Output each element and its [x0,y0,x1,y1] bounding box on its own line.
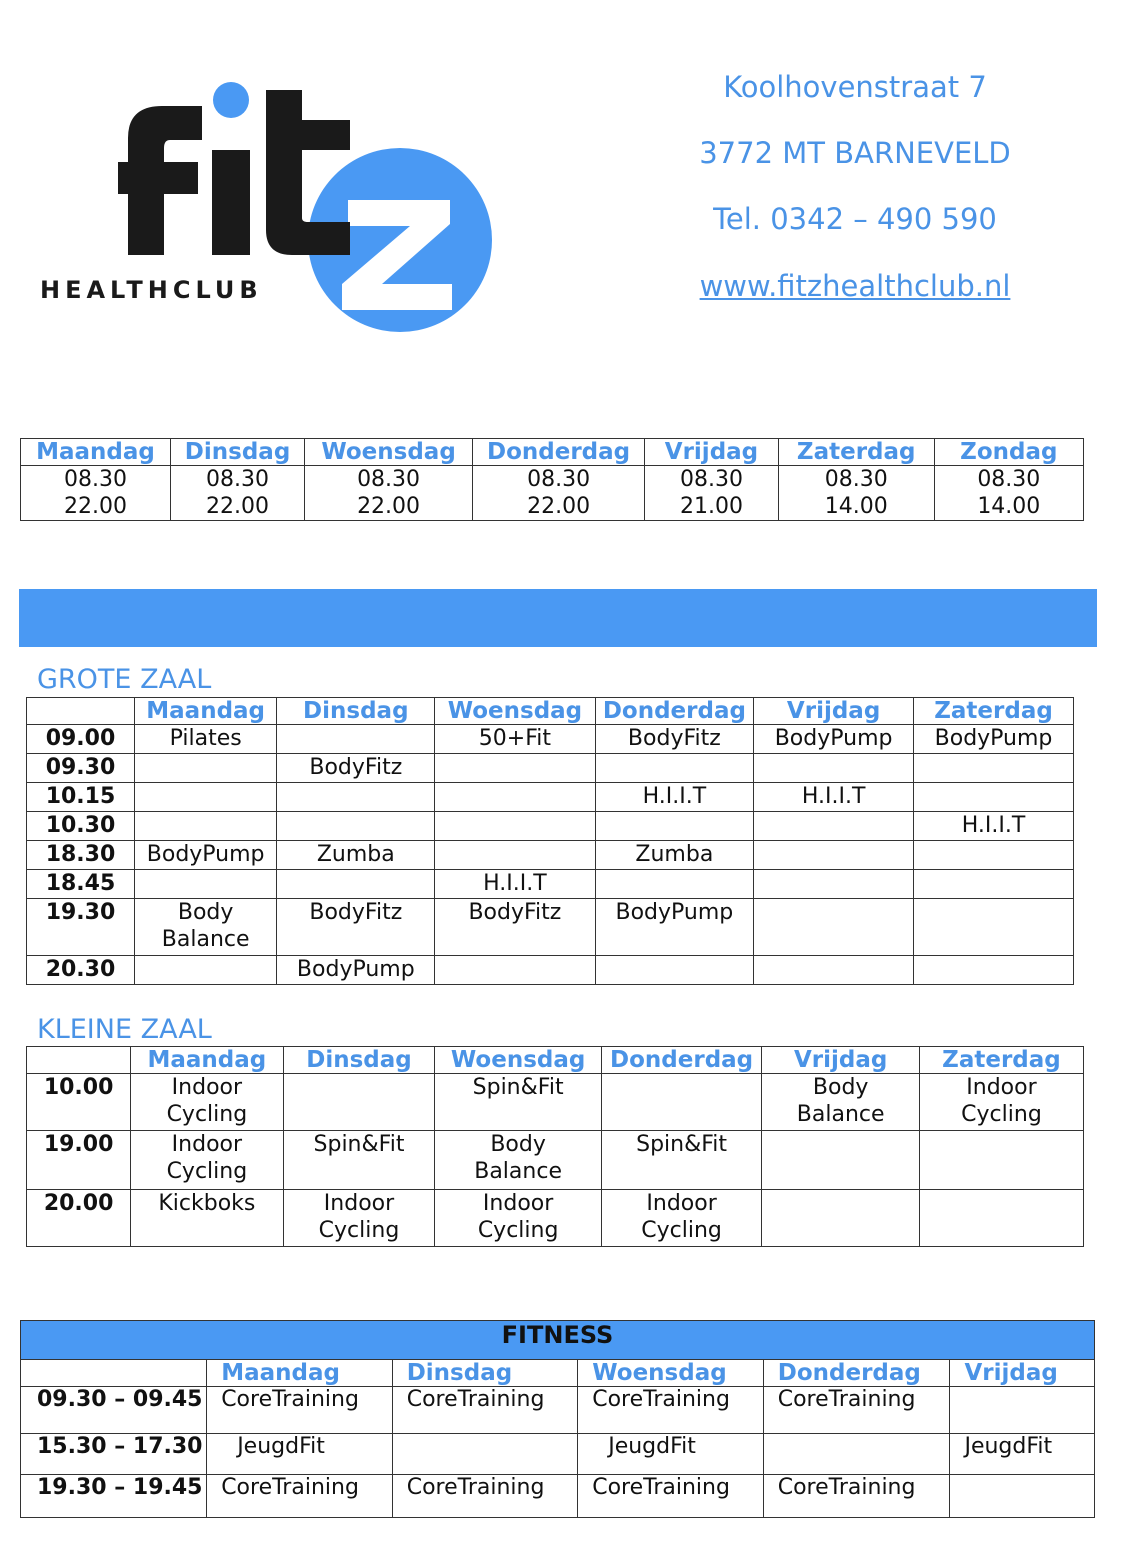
day-header: Donderdag [601,1047,762,1074]
class-cell [919,1131,1083,1190]
class-cell [762,1131,920,1190]
schedule-row [27,1074,1084,1131]
class-name: Indoor [171,1075,243,1100]
class-name: Spin&Fit [636,1132,728,1157]
class-cell [277,899,435,956]
class-cell [595,812,754,841]
class-cell [595,754,754,783]
day-header: Maandag [131,1047,283,1074]
time-cell: 09.30 [27,754,135,783]
class-name: Cycling [166,1102,248,1127]
day-header: Vrijdag [754,698,914,725]
class-cell [762,1190,920,1247]
close-time: 21.00 [679,494,743,519]
class-name: BodyFitz [627,726,721,751]
class-cell [435,783,595,812]
time-cell: 10.15 [27,783,135,812]
class-name: Body [812,1075,869,1100]
day-header: Woensdag [305,439,473,466]
schedule-row [27,725,1074,754]
open-time: 08.30 [824,467,888,492]
class-name: Zumba [635,842,714,867]
class-cell [435,841,595,870]
open-time: 08.30 [527,467,591,492]
class-cell: CoreTraining [392,1475,578,1518]
class-cell [919,1074,1083,1131]
day-header: Maandag [21,439,171,466]
class-name: Kickboks [158,1191,256,1216]
class-name: Cycling [318,1218,400,1243]
opening-time [934,466,1083,521]
day-header: Woensdag [435,698,595,725]
time-cell: 18.30 [27,841,135,870]
class-cell [277,956,435,985]
open-time: 08.30 [357,467,421,492]
fitz-logo [30,70,500,340]
class-cell [435,1190,601,1247]
city-address: 3772 MT BARNEVELD [699,136,1011,170]
schedule-row [27,1190,1084,1247]
class-cell [914,870,1074,899]
class-cell [131,1131,283,1190]
class-name: BodyFitz [309,755,403,780]
class-cell: JeugdFit [950,1434,1095,1475]
class-name: Indoor [646,1191,717,1216]
class-cell [435,956,595,985]
class-name: Zumba [316,842,395,867]
time-cell: 09.00 [27,725,135,754]
class-cell [914,812,1074,841]
kleine-zaal-schedule [26,1046,1084,1247]
day-header: Donderdag [595,698,754,725]
class-name: Indoor [171,1132,243,1157]
class-cell [277,812,435,841]
day-header: Maandag [207,1360,393,1387]
class-name: Spin&Fit [472,1075,564,1100]
day-header: Zaterdag [778,439,934,466]
opening-time [778,466,934,521]
class-cell [950,1387,1095,1434]
schedule-row [27,783,1074,812]
schedule-row [21,1387,1095,1434]
class-cell [601,1131,762,1190]
close-time: 14.00 [824,494,888,519]
class-cell [435,754,595,783]
day-header: Donderdag [763,1360,950,1387]
day-header: Woensdag [435,1047,601,1074]
class-cell: CoreTraining [763,1475,950,1518]
class-name: H.I.I.T [801,784,866,809]
class-cell [595,841,754,870]
close-time: 22.00 [64,494,127,519]
class-cell [914,841,1074,870]
class-name: Balance [474,1159,562,1184]
class-cell [754,841,914,870]
class-cell [277,870,435,899]
class-name: H.I.I.T [961,813,1026,838]
opening-time [171,466,305,521]
class-cell [762,1074,920,1131]
time-cell: 20.30 [27,956,135,985]
class-cell: CoreTraining [578,1387,764,1434]
blue-divider-band [19,589,1097,647]
class-cell [277,783,435,812]
day-header: Vrijdag [762,1047,920,1074]
day-header: Zaterdag [919,1047,1083,1074]
schedule-row [27,899,1074,956]
fitness-title: FITNESS [21,1321,1095,1360]
kleine-zaal-title: KLEINE ZAAL [37,1014,212,1045]
class-cell [914,899,1074,956]
class-cell [595,725,754,754]
class-cell [134,841,276,870]
class-cell [595,870,754,899]
class-cell [763,1434,950,1475]
grote-zaal-schedule [26,697,1074,985]
day-header: Zondag [934,439,1083,466]
class-cell [392,1434,578,1475]
close-time: 22.00 [357,494,421,519]
time-cell: 19.30 – 19.45 [21,1475,207,1518]
phone-number: Tel. 0342 – 490 590 [713,202,997,236]
class-name: BodyPump [934,726,1053,751]
day-header: Donderdag [473,439,645,466]
class-cell [754,783,914,812]
schedule-row [21,1434,1095,1475]
schedule-row [27,841,1074,870]
day-header: Vrijdag [950,1360,1095,1387]
class-cell [595,956,754,985]
class-cell [435,870,595,899]
class-cell [435,812,595,841]
class-cell [754,870,914,899]
class-cell [754,725,914,754]
class-cell [277,725,435,754]
opening-time [645,466,779,521]
day-header: Dinsdag [392,1360,578,1387]
class-name: Indoor [323,1191,395,1216]
time-cell: 18.45 [27,870,135,899]
class-name: Balance [796,1102,885,1127]
class-name: 50+Fit [478,726,552,751]
class-name: Cycling [477,1218,559,1243]
website-link[interactable]: www.fitzhealthclub.nl [699,269,1011,303]
class-cell [914,754,1074,783]
street-address: Koolhovenstraat 7 [723,70,987,104]
class-cell [914,783,1074,812]
time-cell: 10.00 [27,1074,131,1131]
schedule-row [27,956,1074,985]
schedule-row [27,754,1074,783]
class-cell [754,899,914,956]
class-name: H.I.I.T [483,871,547,896]
class-cell [754,812,914,841]
class-name: Cycling [641,1218,722,1243]
class-cell [131,1190,283,1247]
class-cell [435,899,595,956]
close-time: 22.00 [527,494,591,519]
fitness-schedule [20,1320,1095,1518]
class-name: BodyFitz [468,900,562,925]
class-cell [283,1074,435,1131]
schedule-row [27,1131,1084,1190]
day-header: Zaterdag [914,698,1074,725]
schedule-row [21,1475,1095,1518]
class-name: BodyPump [615,900,734,925]
time-cell: 10.30 [27,812,135,841]
class-name: Indoor [482,1191,554,1216]
class-cell: CoreTraining [207,1475,393,1518]
class-name: Body [177,900,234,925]
time-cell: 19.30 [27,899,135,956]
open-time: 08.30 [679,467,743,492]
class-cell [134,899,276,956]
class-cell [914,956,1074,985]
day-header: Dinsdag [171,439,305,466]
time-cell: 09.30 – 09.45 [21,1387,207,1434]
class-name: Body [490,1132,546,1157]
class-name: BodyPump [774,726,893,751]
opening-time [305,466,473,521]
class-cell [134,870,276,899]
class-name: Cycling [961,1102,1042,1127]
corner-cell [27,698,135,725]
class-name: H.I.I.T [642,784,707,809]
class-cell [283,1190,435,1247]
class-cell [134,812,276,841]
class-cell: CoreTraining [763,1387,950,1434]
class-cell [435,725,595,754]
grote-zaal-title: GROTE ZAAL [37,664,212,695]
schedule-row [27,812,1074,841]
day-header: Dinsdag [283,1047,435,1074]
class-cell [131,1074,283,1131]
class-cell [601,1074,762,1131]
class-cell [435,1131,601,1190]
class-cell [601,1190,762,1247]
class-name: BodyFitz [309,900,403,925]
day-header: Dinsdag [277,698,435,725]
class-cell [754,754,914,783]
day-header: Maandag [134,698,276,725]
opening-time [21,466,171,521]
logo-subtitle: HEALTHCLUB [40,276,263,304]
open-time: 08.30 [977,467,1041,492]
class-name: Cycling [166,1159,248,1184]
class-cell [134,783,276,812]
class-cell [435,1074,601,1131]
class-cell [754,956,914,985]
class-name: Pilates [169,726,242,751]
class-cell [595,899,754,956]
opening-time [473,466,645,521]
class-cell: CoreTraining [207,1387,393,1434]
class-name: BodyPump [296,957,415,982]
day-header: Woensdag [578,1360,764,1387]
schedule-row [27,870,1074,899]
class-name: Balance [161,927,250,952]
class-cell: JeugdFit [207,1434,393,1475]
class-cell [134,956,276,985]
class-cell [277,754,435,783]
class-name: Indoor [966,1075,1037,1100]
open-time: 08.30 [64,467,127,492]
time-cell: 19.00 [27,1131,131,1190]
class-cell: CoreTraining [392,1387,578,1434]
class-name: BodyPump [146,842,265,867]
close-time: 22.00 [206,494,270,519]
class-cell [595,783,754,812]
class-cell: CoreTraining [578,1475,764,1518]
day-header: Vrijdag [645,439,779,466]
class-cell [914,725,1074,754]
class-cell [277,841,435,870]
open-time: 08.30 [206,467,270,492]
class-cell [919,1190,1083,1247]
class-name: Spin&Fit [313,1132,405,1157]
corner-cell [27,1047,131,1074]
time-cell: 15.30 – 17.30 [21,1434,207,1475]
class-cell [950,1475,1095,1518]
corner-cell [21,1360,207,1387]
time-cell: 20.00 [27,1190,131,1247]
class-cell: JeugdFit [578,1434,764,1475]
class-cell [134,754,276,783]
opening-hours-table [20,438,1084,521]
class-cell [283,1131,435,1190]
class-cell [134,725,276,754]
close-time: 14.00 [977,494,1041,519]
